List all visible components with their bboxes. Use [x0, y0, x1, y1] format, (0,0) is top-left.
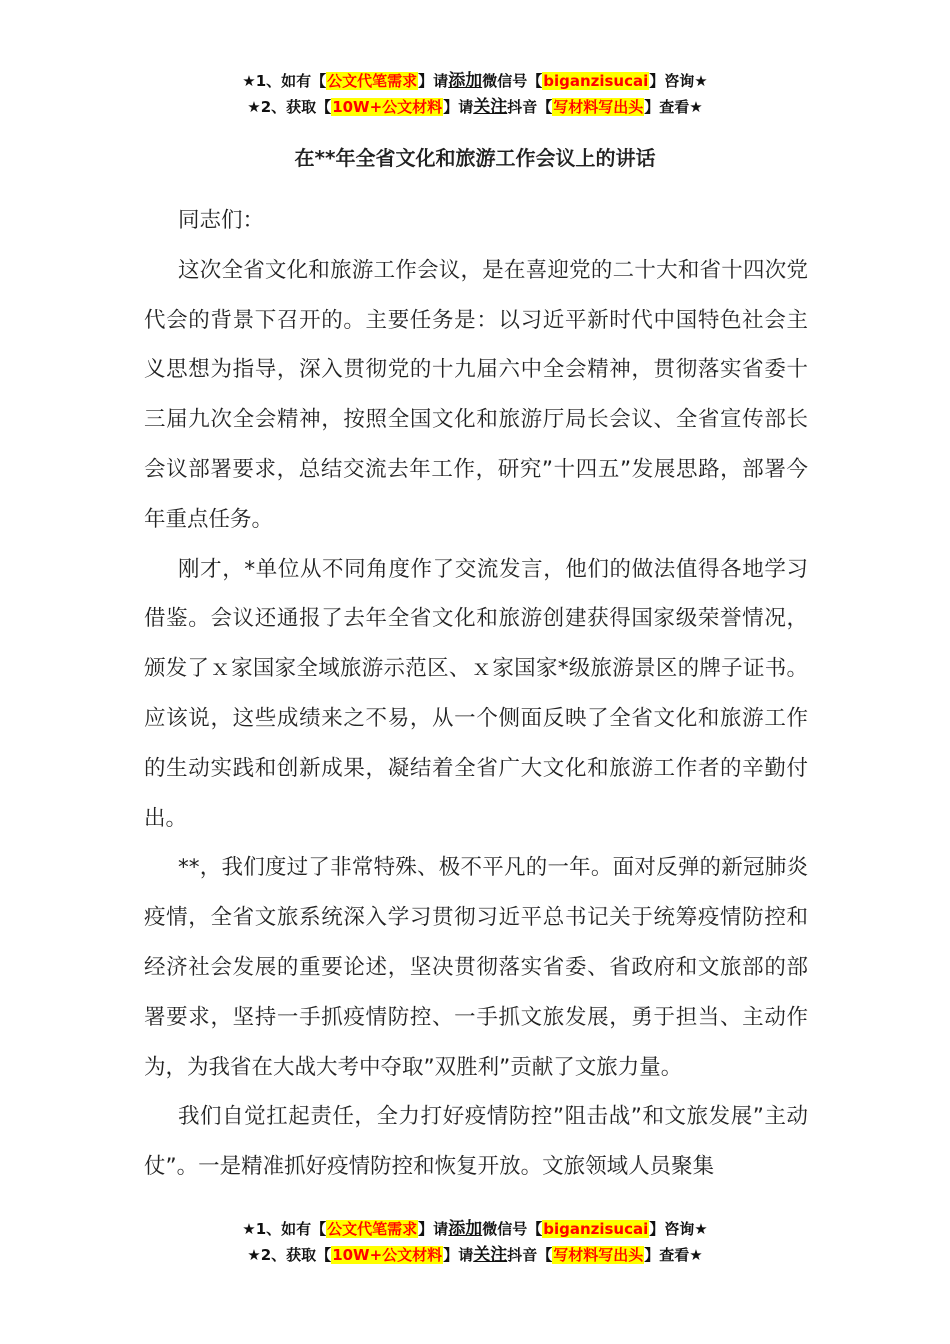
- highlight-text: 公文代笔需求: [327, 1220, 418, 1238]
- paragraph: 刚才，*单位从不同角度作了交流发言，他们的做法值得各地学习借鉴。会议还通报了去年全省文化和旅游创建获得国家级荣誉情况，颁发了ｘ家国家全域旅游示范区、ｘ家国家*级旅游景区的牌子证书。应该说，这些成绩来之不易，从一个侧面反映了全省文化和旅游工作的生动实践和创新成果，凝结着全省广大文化和旅游工作者的辛勤付出。: [144, 556, 808, 831]
- highlight-text: biganzisucai: [543, 1220, 649, 1238]
- emphasis-text: 添加: [448, 1219, 483, 1239]
- banner-text: 】咨询★: [649, 1220, 708, 1238]
- banner-text: ★2、获取【: [247, 98, 332, 116]
- banner-text: 】请: [418, 72, 449, 90]
- highlight-text: 写材料写出头: [553, 1246, 644, 1264]
- banner-text: 】请: [443, 98, 474, 116]
- banner-text: 微信号【: [482, 72, 543, 90]
- paragraph-salutation: 同志们：: [178, 208, 265, 233]
- banner-text: 】请: [418, 1220, 449, 1238]
- paragraph: **，我们度过了非常特殊、极不平凡的一年。面对反弹的新冠肺炎疫情，全省文旅系统深入学习贯彻习近平总书记关于统筹疫情防控和经济社会发展的重要论述，坚决贯彻落实省委、省政府和文旅部的部署要求，坚持一手抓疫情防控、一手抓文旅发展，勇于担当、主动作为，为我省在大战大考中夺取”双胜利”贡献了文旅力量。: [144, 855, 808, 1080]
- paragraph: 这次全省文化和旅游工作会议，是在喜迎党的二十大和省十四次党代会的背景下召开的。主要任务是：以习近平新时代中国特色社会主义思想为指导，深入贯彻党的十九届六中全会精神，贯彻落实省委十三届九次全会精神，按照全国文化和旅游厅局长会议、全省宣传部长会议部署要求，总结交流去年工作，研究”十四五”发展思路，部署今年重点任务。: [144, 257, 808, 532]
- footer-banner: [0, 1216, 950, 1268]
- header-banner: [0, 68, 950, 120]
- document-title: 在**年全省文化和旅游工作会议上的讲话: [294, 146, 656, 170]
- banner-text: 抖音【: [507, 98, 553, 116]
- emphasis-text: 关注: [473, 97, 508, 117]
- highlight-text: 10W+公文材料: [332, 98, 443, 116]
- banner-line-1: [0, 1216, 950, 1242]
- banner-text: 】查看★: [644, 98, 703, 116]
- emphasis-text: 添加: [448, 71, 483, 91]
- highlight-text: 公文代笔需求: [327, 72, 418, 90]
- banner-text: 微信号【: [482, 1220, 543, 1238]
- banner-text: 】查看★: [644, 1246, 703, 1264]
- banner-line-1: [0, 68, 950, 94]
- banner-line-2: [0, 94, 950, 120]
- document-body: [144, 196, 808, 1192]
- paragraph: 我们自觉扛起责任，全力打好疫情防控”阻击战”和文旅发展”主动仗”。一是精准抓好疫情防控和恢复开放。文旅领域人员聚集: [144, 1104, 808, 1180]
- banner-text: ★1、如有【: [242, 72, 327, 90]
- highlight-text: 10W+公文材料: [332, 1246, 443, 1264]
- banner-text: ★2、获取【: [247, 1246, 332, 1264]
- highlight-text: 写材料写出头: [553, 98, 644, 116]
- highlight-text: biganzisucai: [543, 72, 649, 90]
- emphasis-text: 关注: [473, 1245, 508, 1265]
- banner-text: ★1、如有【: [242, 1220, 327, 1238]
- banner-line-2: [0, 1242, 950, 1268]
- banner-text: 】请: [443, 1246, 474, 1264]
- banner-text: 】咨询★: [649, 72, 708, 90]
- banner-text: 抖音【: [507, 1246, 553, 1264]
